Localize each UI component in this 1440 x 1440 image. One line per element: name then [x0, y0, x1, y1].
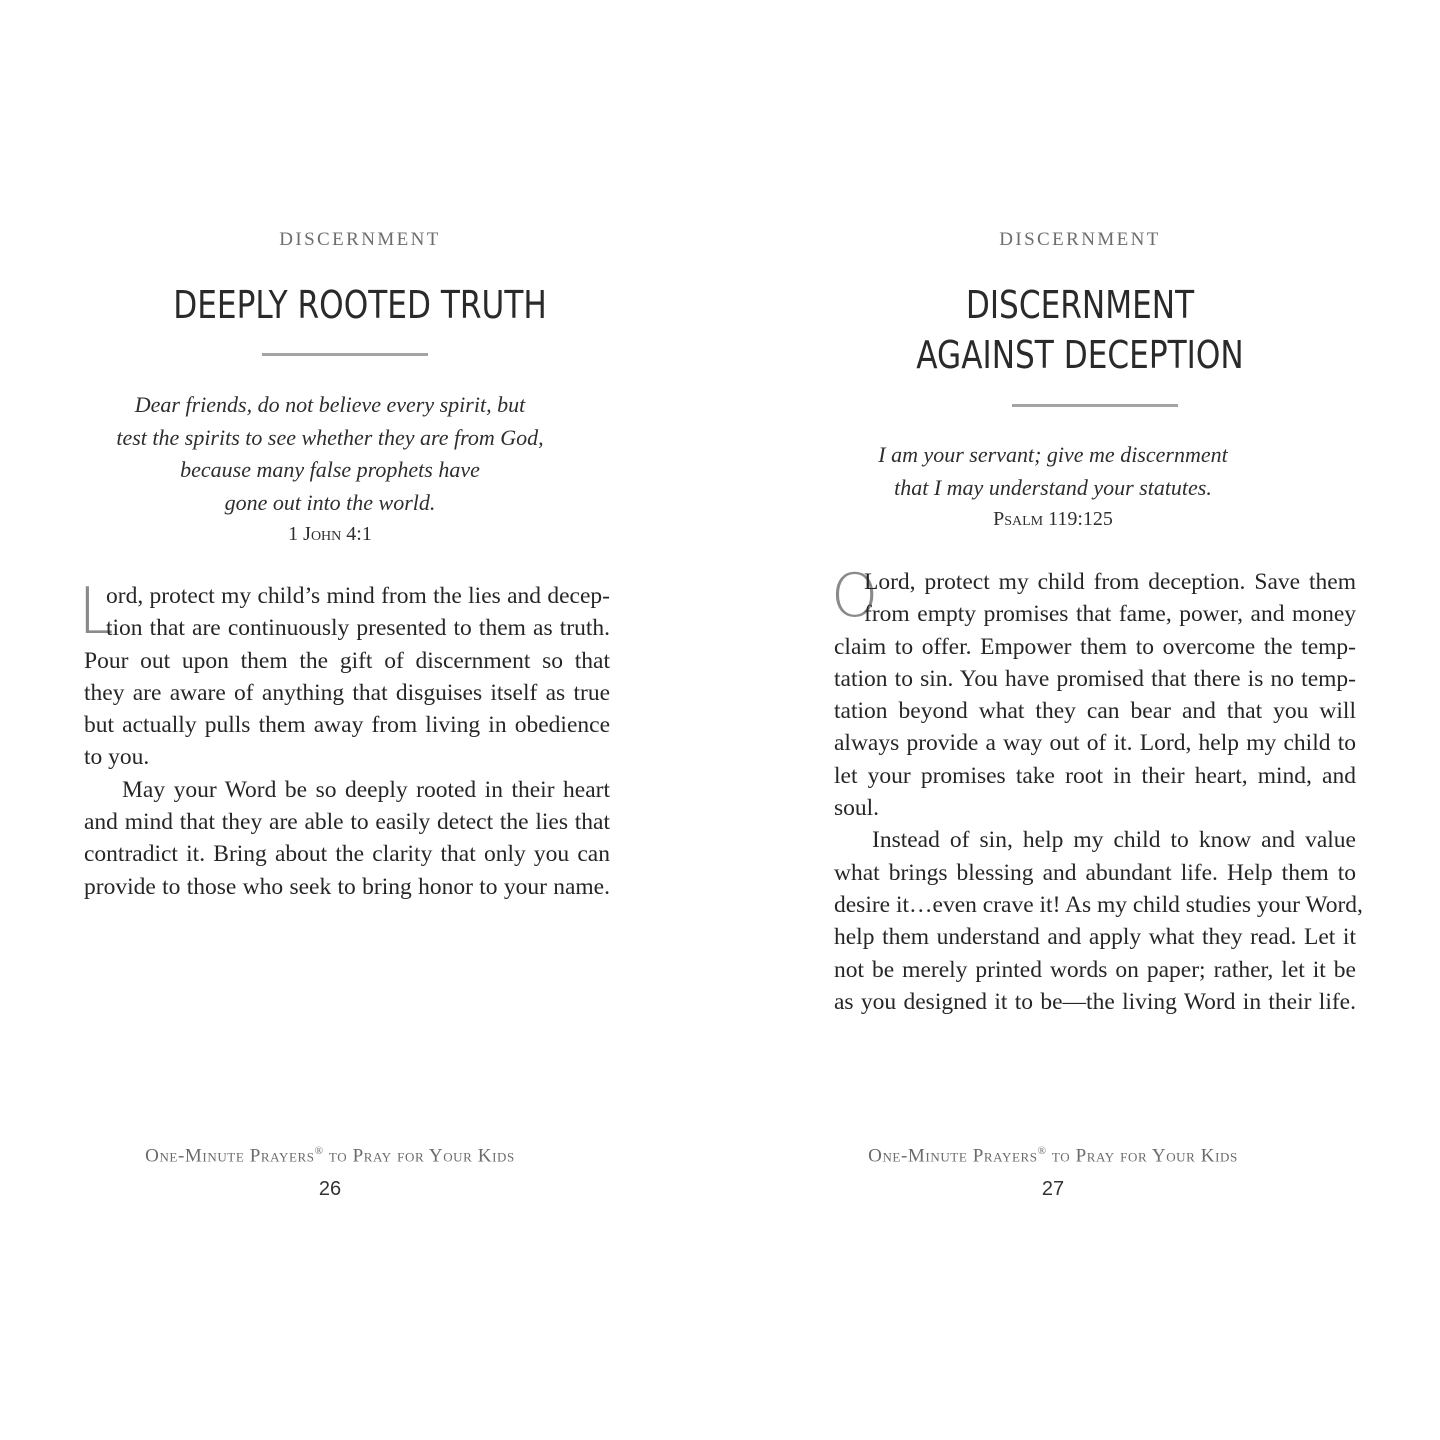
body-line: from empty promises that fame, power, and money	[864, 601, 1356, 628]
drop-cap: L	[78, 575, 114, 649]
verse-line: because many false prophets have	[180, 457, 480, 482]
body-line: tion that are continuously presented to them as truth.	[106, 615, 610, 642]
body-line: tation beyond what they can bear and that you will	[834, 698, 1356, 725]
body-line: not be merely printed words on paper; rather, let it be	[834, 956, 1356, 983]
registered-mark: ®	[1037, 1145, 1047, 1157]
body-line: but actually pulls them away from living in obedience	[84, 712, 610, 739]
footer-title: One-Minute Prayers	[868, 1145, 1038, 1167]
verse-line: gone out into the world.	[224, 489, 436, 515]
right-page	[720, 0, 1440, 1440]
body-line: Pour out upon them the gift of discernment so that	[84, 647, 610, 674]
scripture-verse	[693, 439, 1413, 504]
body-line: Instead of sin, help my child to know and value	[872, 827, 1356, 854]
section-label: DISCERNMENT	[999, 229, 1161, 250]
book-title-footer	[0, 1145, 690, 1167]
title-line: AGAINST DECEPTION	[916, 333, 1244, 377]
page-number: 26	[318, 1178, 342, 1200]
body-line: what brings blessing and abundant life. Help them to	[834, 859, 1356, 886]
body-line: provide to those who seek to bring honor to your name.	[84, 873, 610, 900]
title-divider	[262, 353, 428, 356]
drop-cap: O	[831, 561, 879, 631]
prayer-body	[84, 580, 610, 903]
body-line: as you designed it to be—the living Word in their life.	[834, 988, 1356, 1015]
prayer-body	[834, 566, 1363, 1018]
body-line: and mind that they are able to easily detect the lies that	[84, 809, 610, 836]
body-line: to you.	[84, 744, 150, 771]
body-line: always provide a way out of it. Lord, help my child to	[834, 730, 1356, 757]
body-line: help them understand and apply what they read. Let it	[834, 924, 1356, 951]
title-divider	[1012, 404, 1178, 407]
registered-mark: ®	[314, 1145, 324, 1157]
body-line: claim to offer. Empower them to overcome the temp-	[834, 633, 1356, 660]
verse-line: I am your servant; give me discernment	[878, 442, 1228, 467]
footer-title: One-Minute Prayers	[145, 1145, 315, 1167]
body-line: soul.	[834, 795, 880, 822]
page-number: 27	[1041, 1178, 1065, 1200]
body-line: let your promises take root in their heart, mind, and	[834, 762, 1356, 789]
body-line: Lord, protect my child from deception. Save them	[864, 569, 1356, 595]
prayer-title	[785, 280, 1375, 380]
verse-line: test the spirits to see whether they are from God,	[116, 424, 544, 450]
body-line: they are aware of anything that disguises itself as true	[84, 679, 610, 706]
body-line: May your Word be so deeply rooted in their heart	[122, 776, 610, 803]
section-label: DISCERNMENT	[279, 229, 441, 250]
verse-line: Dear friends, do not believe every spirit, but	[134, 392, 526, 417]
book-title-footer	[693, 1145, 1413, 1167]
body-line: contradict it. Bring about the clarity that only you can	[84, 841, 610, 868]
prayer-title	[65, 280, 655, 330]
body-line: tation to sin. You have promised that there is no temp-	[834, 665, 1356, 692]
scripture-reference: 1 John 4:1	[288, 523, 372, 545]
footer-subtitle: to Pray for Your Kids	[323, 1145, 515, 1167]
title-line: DISCERNMENT	[965, 283, 1195, 327]
footer-subtitle: to Pray for Your Kids	[1046, 1145, 1238, 1167]
verse-line: that I may understand your statutes.	[894, 474, 1212, 500]
scripture-verse	[0, 389, 690, 519]
body-line: ord, protect my child’s mind from the lies and decep-	[106, 583, 610, 609]
title-line: DEEPLY ROOTED TRUTH	[173, 283, 547, 327]
scripture-reference: Psalm 119:125	[993, 508, 1113, 530]
body-line: desire it…even crave it! As my child studies your Word,	[834, 891, 1363, 918]
